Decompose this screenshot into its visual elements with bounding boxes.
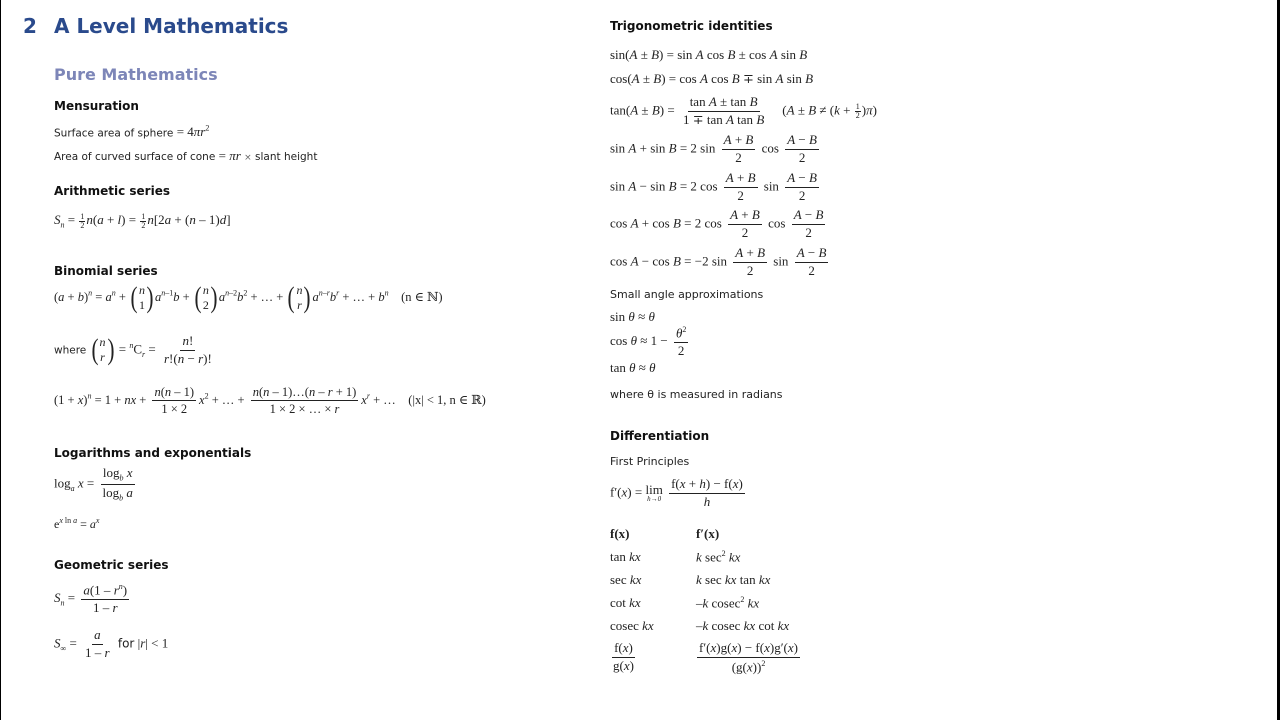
table-row-cosec-fx: cosec kx (610, 618, 654, 633)
section-title: Pure Mathematics (54, 65, 218, 84)
table-row-cot-fx: cot kx (610, 595, 641, 610)
cone-label: Area of curved surface of cone (54, 151, 216, 163)
table-row-sec-fx: sec kx (610, 572, 642, 587)
binomial-coefficient-formula: where ( n r ) = $^nC_r$ = $\frac{n!}{r!(n - r)!}$ (54, 333, 212, 367)
chapter-number: 2 (23, 14, 37, 38)
binomial-series-heading: Binomial series (54, 264, 158, 278)
cos-compound-formula: cos(A ± B) = cos A cos B ∓ sin A sin B (610, 71, 814, 86)
cone-surface-area-formula: Area of curved surface of cone = πr × slant height (54, 148, 318, 163)
mensuration-heading: Mensuration (54, 99, 139, 113)
small-angle-sin: sin θ ≈ θ (610, 309, 655, 324)
binomial-condition-real: (|x| < 1, n ∈ ℝ) (408, 392, 486, 407)
geometric-sum-formula: $S_n$ = $\frac{a(1 - r^n)}{1 - r}$ (54, 582, 128, 616)
trig-identities-heading: Trigonometric identities (610, 19, 773, 33)
first-principles-label: First Principles (610, 455, 690, 468)
differentiation-heading: Differentiation (610, 429, 710, 443)
table-header-fx: f(x) (610, 526, 630, 541)
radians-note: where θ is measured in radians (610, 388, 783, 401)
formula-booklet-page (1, 0, 1277, 720)
binomial-condition-natural: (n ∈ ℕ) (401, 289, 443, 304)
where-label: where (54, 344, 87, 357)
binomial-general-formula: $(1 + x)^n = 1$ + nx + $\frac{n(n - 1)}{1 \times 2}$ $x^2$ + … + $\frac{n(n - 1)\dots(n - r + 1)}{1 \times 2 \times \dots \times r}$ $x^r$ + … (|x| < 1, n ∈ ℝ) (54, 385, 486, 417)
sphere-surface-area-formula: Surface area of sphere = $4\pi r^2$ (54, 124, 210, 140)
sum-to-product-sin-minus: sin A − sin B = 2 cos $\frac{A + B}{2}$ sin $\frac{A - B}{2}$ (610, 170, 817, 203)
exponential-identity-formula: $e^{x ln a} = a^x$ (54, 516, 100, 531)
table-row-tan-fx: tan kx (610, 549, 641, 564)
sum-to-product-cos-plus: cos A + cos B = 2 cos $\frac{A + B}{2}$ cos $\frac{A - B}{2}$ (610, 207, 824, 240)
arithmetic-series-formula: $S_n$ = $\frac{1}{2}$ n(a + l) = $\frac{1}{2}$ n[2a + (n – 1)d] (54, 211, 231, 230)
binomial-expansion-formula: $(a + b)^n = a^n$ + ( n 1 ) $a^{n-1}b$ + ( n 2 ) $a^{n-2}b^2$ + … + ( n r ) $a^{n-r}b^r$ + … + $b^n$ (n ∈ ℕ) (54, 281, 443, 314)
change-of-base-formula: $\log_a x$ = $\frac{\log_b x}{\log_b a}$ (54, 465, 133, 503)
geometric-sum-infinity-formula: $S_\infty$ = $\frac{a}{1 - r}$ for |r| < 1 (54, 627, 169, 660)
table-row-quotient-derivative: $\frac{f'(x)g(x) - f(x)g'(x)}{(g(x))^2}$ (699, 640, 798, 675)
logarithms-heading: Logarithms and exponentials (54, 446, 252, 460)
for-label: for (117, 636, 135, 651)
small-angle-tan: tan θ ≈ θ (610, 360, 656, 375)
chapter-title: A Level Mathematics (54, 14, 289, 38)
chapter-heading (23, 14, 288, 38)
arithmetic-series-heading: Arithmetic series (54, 184, 170, 198)
table-row-sec-derivative: k sec kx tan kx (696, 572, 771, 587)
table-header-fprime: f′(x) (696, 526, 720, 541)
tan-compound-formula: tan(A ± B) = $\frac{\text{tan A ± tan B}}{\text{1 ∓ tan A tan B}}$ (A ± B ≠ (k + $\frac{1}{2}$ )π) (610, 94, 877, 127)
small-angle-cos: cos θ ≈ 1 − $\frac{\theta^2}{2}$ (610, 325, 687, 359)
sin-compound-formula: sin(A ± B) = sin A cos B ± cos A sin B (610, 47, 808, 62)
table-row-cosec-derivative: –k cosec kx cot kx (696, 618, 790, 633)
table-row-quotient-fx: $\frac{f(x)}{g(x)}$ (613, 640, 634, 673)
small-angle-heading: Small angle approximations (610, 288, 764, 301)
geometric-series-heading: Geometric series (54, 558, 169, 572)
first-principles-formula: f′(x) = lim h→0 $\frac{f(x + h) - f(x)}{h}$ (610, 476, 743, 509)
table-row-cot-derivative: –k cosec$^2$ kx (696, 595, 760, 611)
table-row-tan-derivative: k $\sec^2$ kx (696, 549, 741, 565)
sphere-label: Surface area of sphere (54, 127, 174, 140)
sum-to-product-sin-plus: sin A + sin B = 2 sin $\frac{A + B}{2}$ cos $\frac{A - B}{2}$ (610, 132, 817, 165)
sum-to-product-cos-minus: cos A − cos B = −2 sin $\frac{A + B}{2}$ sin $\frac{A - B}{2}$ (610, 245, 827, 278)
